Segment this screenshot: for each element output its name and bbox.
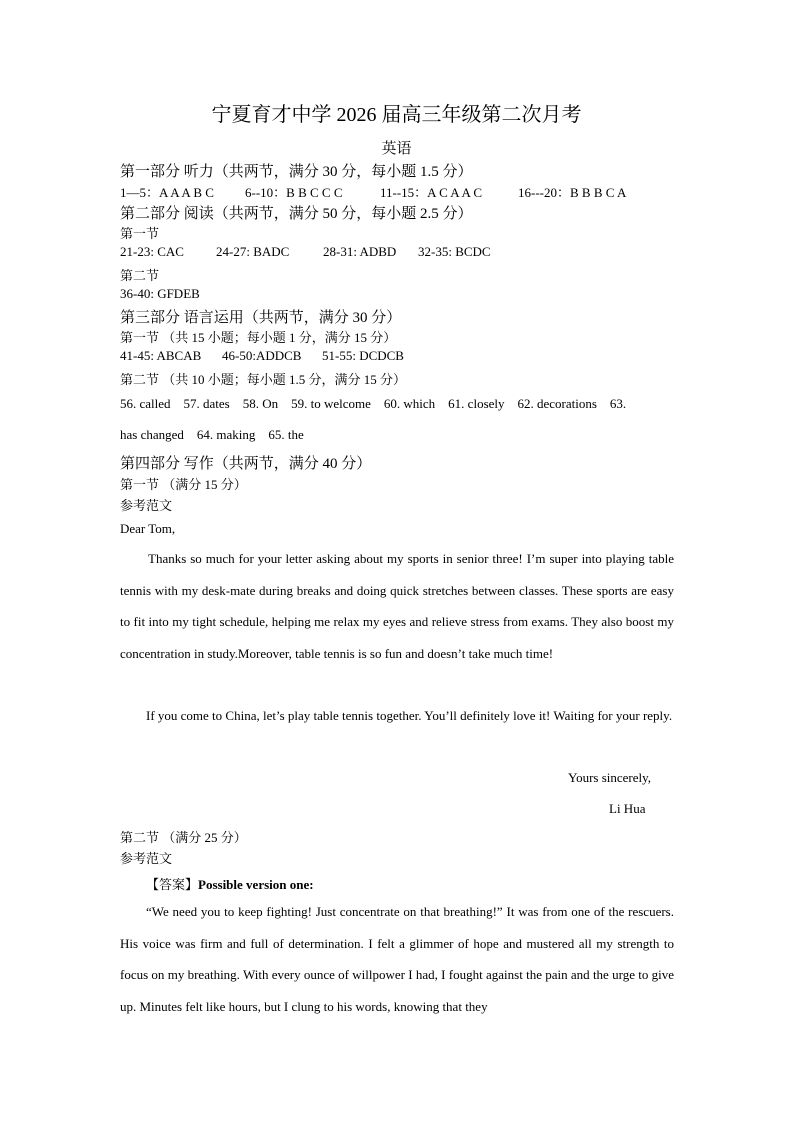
story-paragraph: “We need you to keep fighting! Just concentrate on that breathing!” It was from one of the rescuers. His voice was firm and full of determination. I felt a glimmer of hope and mustered all my strength to focus on my breathing. With every ounce of willpower I had, I fought against the pain and the urge to give up. Minutes felt like hours, but I clung to his words, knowing that they: [120, 904, 674, 1014]
exam-title: 宁夏育才中学 2026 届高三年级第二次月考: [211, 104, 582, 126]
letter-closing: Yours sincerely,: [568, 770, 652, 785]
part1-answer: 6--10：B B C C C: [245, 185, 343, 200]
answer-version-line: [146, 874, 314, 893]
sample-essay-label: 参考范文: [120, 498, 173, 513]
part1-answer: 1—5：A A A B C: [120, 185, 214, 200]
part4-section2-label: 第二节 （满分 25 分）: [120, 830, 247, 845]
part4-section1-label: 第一节 （满分 15 分）: [120, 477, 247, 492]
part3-answer: 46-50:ADDCB: [222, 348, 302, 363]
letter-salutation: Dear Tom,: [120, 521, 176, 536]
version-label: Possible version one:: [198, 877, 314, 892]
part3-section2-label: 第二节 （共 10 小题；每小题 1.5 分，满分 15 分）: [120, 372, 407, 387]
part3-section2-answers-line1: 56. called 57. dates 58. On 59. to welcome 60. which 61. closely 62. decorations 63.: [120, 396, 627, 411]
part2-answer: 28-31: ADBD: [323, 244, 397, 259]
part2-answer: 21-23: CAC: [120, 244, 184, 259]
part2-section1-label: 第一节: [120, 226, 160, 241]
part3-section1-label: 第一节 （共 15 小题；每小题 1 分，满分 15 分）: [120, 330, 397, 345]
part2-section2-label: 第二节: [120, 268, 160, 283]
part3-answer: 51-55: DCDCB: [322, 348, 404, 363]
letter-signature: Li Hua: [609, 801, 646, 816]
subject-label: 英语: [381, 141, 412, 157]
part3-section2-answers-line2: has changed 64. making 65. the: [120, 427, 304, 442]
letter-paragraph-2: If you come to China, let’s play table tennis together. You’ll definitely love it! Waiting for your reply.: [146, 708, 673, 723]
part1-answer: 11--15：A C A A C: [380, 185, 483, 200]
part1-answer: 16---20：B B B C A: [518, 185, 627, 200]
part2-answer: 24-27: BADC: [216, 244, 290, 259]
part1-heading: 第一部分 听力（共两节，满分 30 分，每小题 1.5 分）: [120, 164, 473, 180]
sample-essay-label-2: 参考范文: [120, 851, 173, 866]
part2-answer: 32-35: BCDC: [418, 244, 491, 259]
part3-answer: 41-45: ABCAB: [120, 348, 202, 363]
letter-paragraph-1: Thanks so much for your letter asking about my sports in senior three! I’m super into playing table tennis with my desk-mate during breaks and doing quick stretches between classes. These sports are easy to fit into my tight schedule, helping me relax my eyes and relieve stress from exams. They also boost my concentration in study.Moreover, table tennis is so fun and doesn’t take much time!: [120, 551, 674, 661]
part2-section2-answers: 36-40: GFDEB: [120, 286, 200, 301]
part4-heading: 第四部分 写作（共两节，满分 40 分）: [120, 456, 372, 472]
answer-tag: 【答案】: [146, 877, 199, 892]
part2-heading: 第二部分 阅读（共两节，满分 50 分，每小题 2.5 分）: [120, 206, 473, 222]
part3-heading: 第三部分 语言运用（共两节，满分 30 分）: [120, 310, 402, 326]
